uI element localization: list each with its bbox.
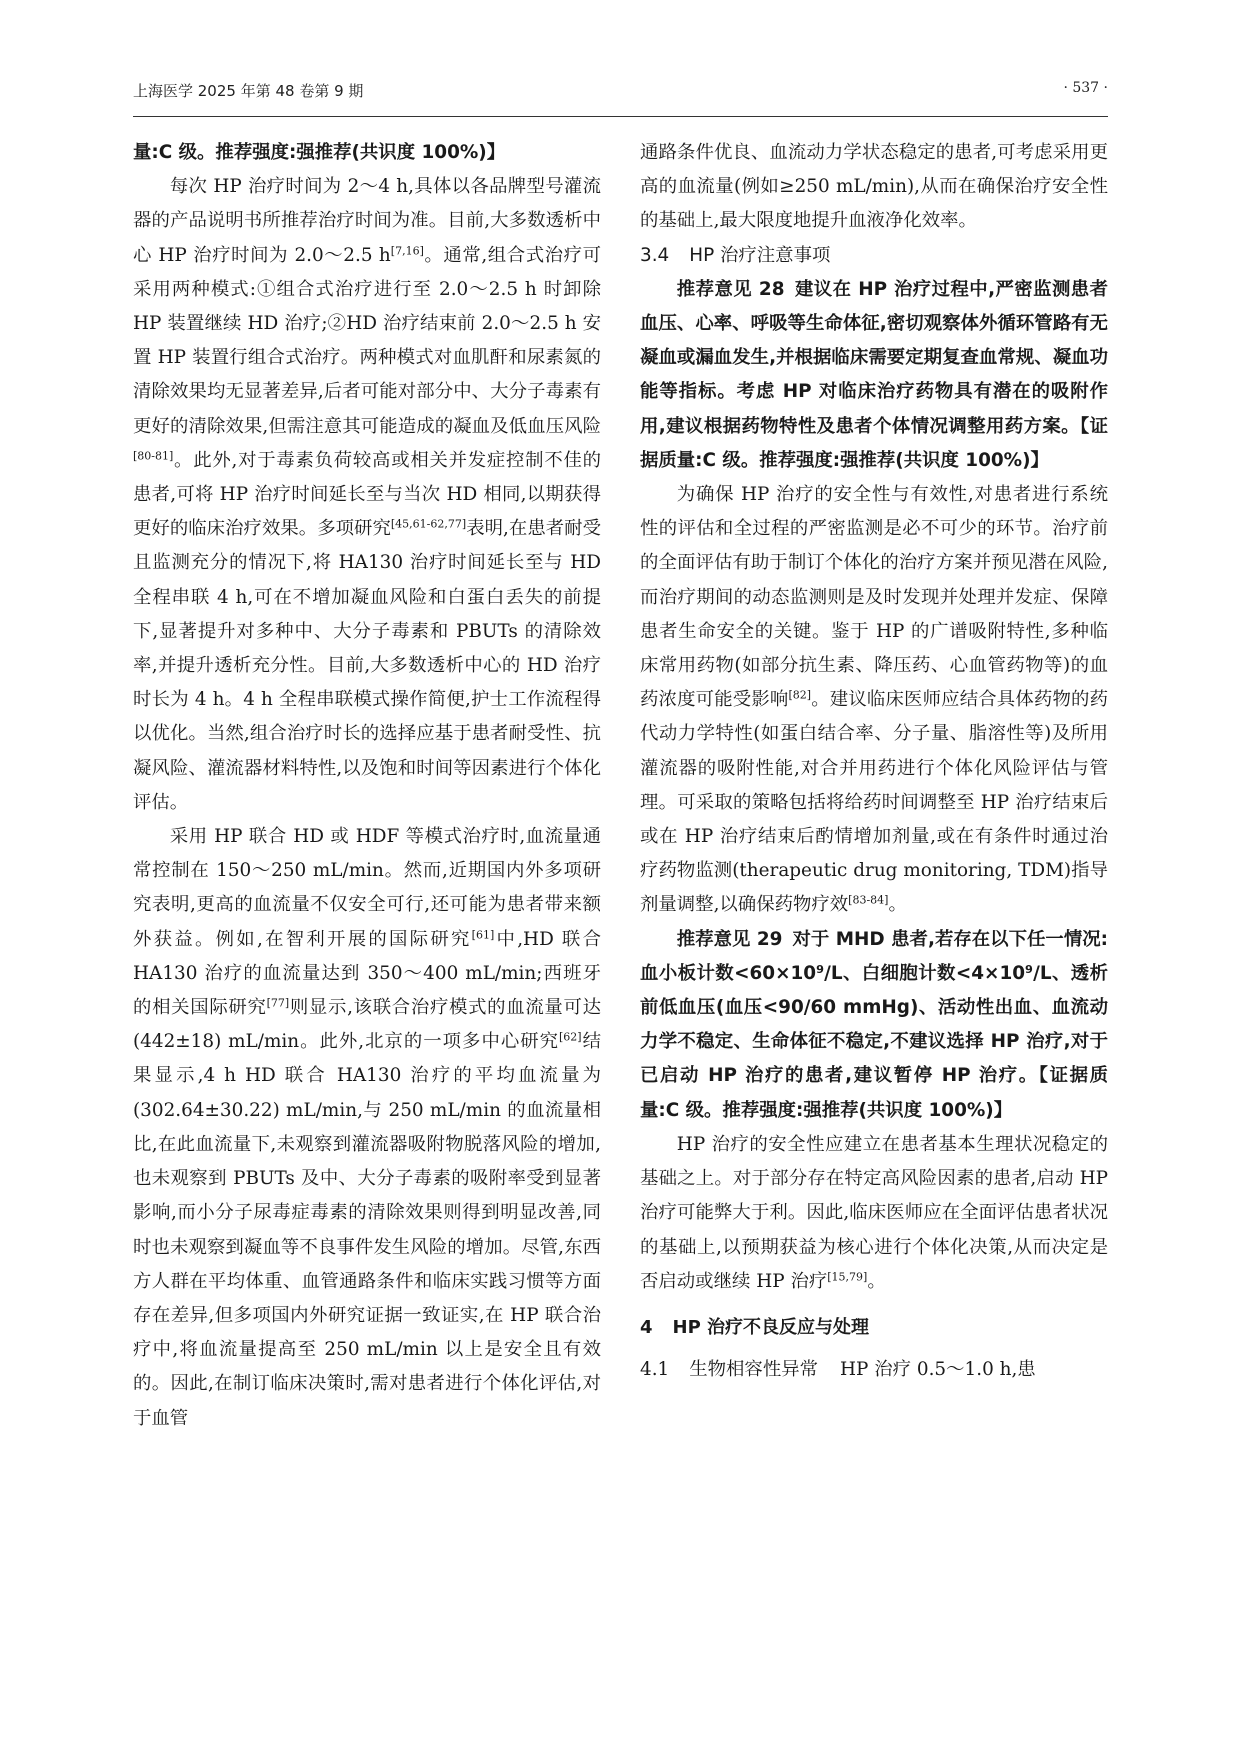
journal-citation: 上海医学 2025 年第 48 卷第 9 期: [133, 82, 364, 100]
paragraph-section-4-1: [640, 1353, 1108, 1387]
citation-ref: [83-84]: [848, 893, 889, 907]
text-segment: 表明,在患者耐受且监测充分的情况下,将 HA130 治疗时间延长至与 HD 全程串联 4 h,可在不增加凝血风险和白蛋白丢失的前提下,显著提升对多种中、大分子毒素和 PBUTs 的清除效率,并提升透析充分性。目前,大多数透析中心的 HD 治疗时长为 4 h。4 h 全程串联模式操作简便,护士工作流程得以优化。当然,组合治疗时长的选择应基于患者耐受性、抗凝风险、灌流器材料特性,以及饱和时间等因素进行个体化评估。: [133, 518, 601, 813]
left-column: [133, 136, 601, 1636]
text-segment: HP 治疗 0.5～1.0 h,患: [840, 1359, 1036, 1381]
paragraph-monitoring: [640, 478, 1108, 923]
citation-ref: [61]: [471, 928, 495, 942]
recommendation-text: 对于 MHD 患者,若存在以下任一情况:血小板计数<60×10⁹/L、白细胞计数<4×10⁹/L、透析前低血压(血压<90/60 mmHg)、活动性出血、血流动力学不稳定、生命体征不稳定,不建议选择 HP 治疗,对于已启动 HP 治疗的患者,建议暂停 HP 治疗。【证据质量:C 级。推荐强度:强推荐(共识度 100%)】: [640, 928, 1108, 1121]
text-segment: HP 治疗的安全性应建立在患者基本生理状况稳定的基础之上。对于部分存在特定高风险因素的患者,启动 HP 治疗可能弊大于利。因此,临床医师应在全面评估患者状况的基础上,以预期获益为核心进行个体化决策,从而决定是否启动或继续 HP 治疗: [640, 1133, 1108, 1292]
right-column: [640, 136, 1108, 1636]
paragraph-hp-duration: [133, 170, 601, 820]
running-header: [133, 80, 1108, 104]
text-segment: 。此外,对于毒素负荷较高或相关并发症控制不佳的患者,可将 HP 治疗时间延长至与当次 HD 相同,以期获得更好的临床治疗效果。多项研究: [133, 449, 601, 540]
header-divider: [133, 116, 1108, 117]
paragraph-blood-flow-continued: 通路条件优良、血流动力学状态稳定的患者,可考虑采用更高的血流量(例如≥250 mL/min),从而在确保治疗安全性的基础上,最大限度地提升血液净化效率。: [640, 142, 1108, 232]
text-segment: 。建议临床医师应结合具体药物的药代动力学特性(如蛋白结合率、分子量、脂溶性等)及所用灌流器的吸附性能,对合并用药进行个体化风险评估与管理。可采取的策略包括将给药时间调整至 HP 治疗结束后或在 HP 治疗结束后酌情增加剂量,或在有条件时通过治疗药物监测(therapeutic drug monitoring, TDM)指导剂量调整,以确保药物疗效: [640, 689, 1108, 916]
recommendation-text: 建议在 HP 治疗过程中,严密监测患者血压、心率、呼吸等生命体征,密切观察体外循环管路有无凝血或漏血发生,并根据临床需要定期复查血常规、凝血功能等指标。考虑 HP 对临床治疗药物具有潜在的吸附作用,建议根据药物特性及患者个体情况调整用药方案。【证据质量:C 级。推荐强度:强推荐(共识度 100%)】: [640, 278, 1108, 471]
citation-ref: [7,16]: [390, 244, 424, 258]
text-segment: 。: [888, 894, 907, 916]
citation-ref: [82]: [788, 688, 812, 702]
section-heading-3-4: [640, 239, 1108, 273]
section-heading-4: [640, 1311, 1108, 1345]
citation-ref: [62]: [559, 1030, 582, 1044]
citation-ref: [80-81]: [133, 449, 174, 463]
evidence-quality-text: 量:C 级。推荐强度:强推荐(共识度 100%)】: [133, 142, 506, 163]
section-number: 3.4: [640, 244, 670, 266]
section-number: 4.1: [640, 1359, 670, 1381]
citation-ref: [77]: [266, 996, 290, 1010]
paragraph-blood-flow: [133, 820, 601, 1436]
text-segment: 则显示,该联合治疗模式的血流量可达(442±18) mL/min。此外,北京的一项多中心研究: [133, 997, 601, 1053]
text-segment: 。通常,组合式治疗可采用两种模式:①组合式治疗进行至 2.0～2.5 h 时卸除 HP 装置继续 HD 治疗;②HD 治疗结束前 2.0～2.5 h 安置 HP 装置行组合式治疗。两种模式对血肌酐和尿素氮的清除效果均无显著差异,后者可能对部分中、大分子毒素有更好的清除效果,但需注意其可能造成的凝血及低血压风险: [133, 244, 601, 437]
recommendation-label: 推荐意见 28: [676, 278, 785, 300]
recommendation-29: [640, 923, 1108, 1128]
paragraph-safety: [640, 1128, 1108, 1299]
section-number: 4: [640, 1316, 653, 1338]
text-segment: 采用 HP 联合 HD 或 HDF 等模式治疗时,血流量通常控制在 150～250 mL/min。然而,近期国内外多项研究表明,更高的血流量不仅安全可行,还可能为患者带来额外获益。例如,在智利开展的国际研究: [133, 826, 601, 950]
recommendation-label: 推荐意见 29: [676, 928, 783, 950]
recommendation-28: [640, 273, 1108, 478]
text-segment: 结果显示,4 h HD 联合 HA130 治疗的平均血流量为(302.64±30.22) mL/min,与 250 mL/min 的血流量相比,在此血流量下,未观察到灌流器吸附物脱落风险的增加,也未观察到 PBUTs 及中、大分子毒素的吸附率受到显著影响,而小分子尿毒症毒素的清除效果则得到明显改善,同时也未观察到凝血等不良事件发生风险的增加。尽管,东西方人群在平均体重、血管通路条件和临床实践习惯等方面存在差异,但多项国内外研究证据一致证实,在 HP 联合治疗中,将血流量提高至 250 mL/min 以上是安全且有效的。因此,在制订临床决策时,需对患者进行个体化评估,对于血管: [133, 1031, 601, 1429]
citation-ref: [15,79]: [827, 1270, 868, 1284]
citation-ref: [45,61-62,77]: [390, 517, 467, 531]
text-segment: 中,HD 联合 HA130 治疗的血流量达到 350～400 mL/min;西班牙的相关国际研究: [133, 928, 601, 1019]
section-title: HP 治疗不良反应与处理: [672, 1316, 870, 1338]
section-title: 生物相容性异常: [689, 1359, 818, 1381]
text-segment: 。: [867, 1270, 886, 1292]
section-title: HP 治疗注意事项: [689, 244, 831, 266]
paragraph-evidence-tail: [133, 136, 601, 170]
text-segment: 每次 HP 治疗时间为 2～4 h,具体以各品牌型号灌流器的产品说明书所推荐治疗时间为准。目前,大多数透析中心 HP 治疗时间为 2.0～2.5 h: [133, 176, 601, 266]
text-segment: 为确保 HP 治疗的安全性与有效性,对患者进行系统性的评估和全过程的严密监测是必不可少的环节。治疗前的全面评估有助于制订个体化的治疗方案并预见潜在风险,而治疗期间的动态监测则是及时发现并处理并发症、保障患者生命安全的关键。鉴于 HP 的广谱吸附特性,多种临床常用药物(如部分抗生素、降压药、心血管药物等)的血药浓度可能受影响: [640, 484, 1108, 711]
page-number: · 537 ·: [1063, 80, 1108, 96]
